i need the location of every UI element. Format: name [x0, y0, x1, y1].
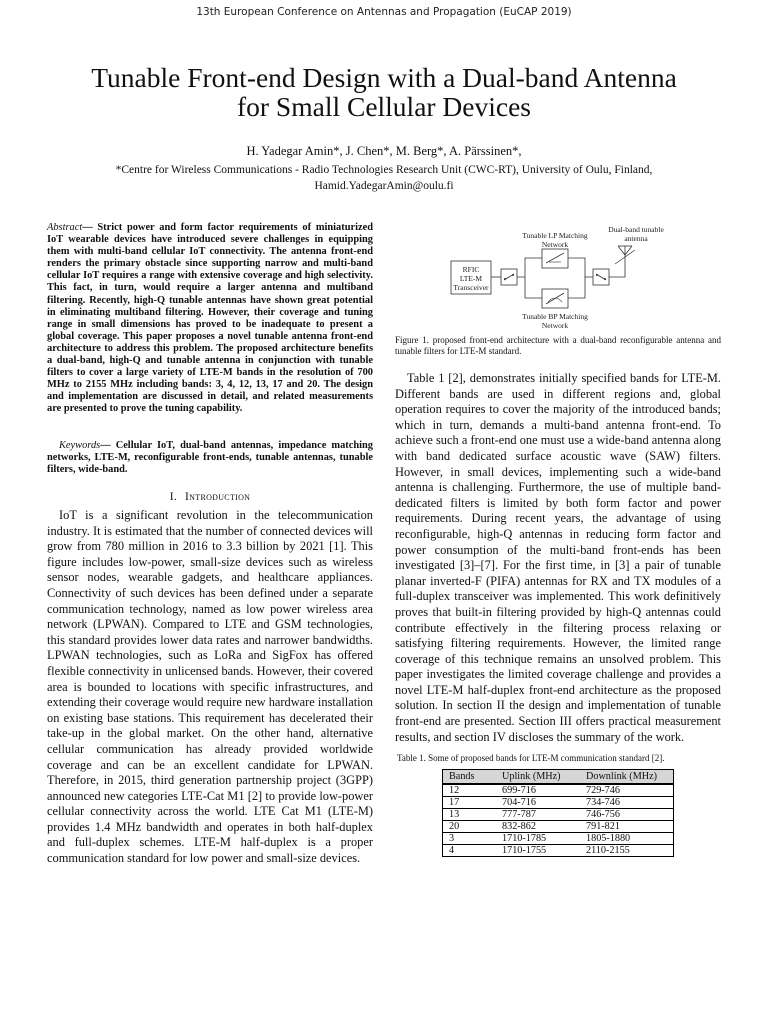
cell-downlink: 746-756	[580, 809, 674, 821]
cell-uplink: 1710-1785	[496, 833, 580, 845]
table-row	[443, 821, 674, 833]
lp-filter-box	[542, 249, 568, 268]
table-row	[443, 784, 674, 797]
cell-downlink: 734-746	[580, 797, 674, 809]
table-row	[443, 809, 674, 821]
label-lp-line1: Tunable LP Matching	[522, 231, 588, 240]
paper-title	[20, 63, 748, 121]
cell-uplink: 1710-1755	[496, 845, 580, 857]
cell-downlink: 791-821	[580, 821, 674, 833]
rfic-label-2: LTE-M	[459, 274, 483, 283]
cell-band: 20	[443, 821, 497, 833]
cell-band: 17	[443, 797, 497, 809]
label-lp-line2: Network	[541, 240, 569, 249]
keywords-text: — Cellular IoT, dual-band antennas, impedance matching networks, LTE-M, reconfigurable front-ends, tunable antennas, tunable filters, wide-band.	[47, 440, 373, 476]
label-bp-line1: Tunable BP Matching	[522, 312, 588, 321]
cell-band: 4	[443, 845, 497, 857]
cell-uplink: 699-716	[496, 784, 580, 797]
keywords-lead: Keywords	[59, 440, 101, 451]
figure-1-diagram	[425, 222, 715, 330]
conference-header: 13th European Conference on Antennas and Propagation (EuCAP 2019)	[196, 6, 572, 18]
author-list: H. Yadegar Amin*, J. Chen*, M. Berg*, A. Pärssinen*,	[246, 144, 522, 158]
cell-downlink: 2110-2155	[580, 845, 674, 857]
keywords	[47, 440, 373, 476]
rfic-label-3: Transceiver	[453, 283, 489, 292]
cell-uplink: 704-716	[496, 797, 580, 809]
title-line-2: for Small Cellular Devices	[236, 91, 531, 122]
right-column-paragraph: Table 1 [2], demonstrates initially specified bands for LTE-M. Different bands are used in different regions and, global operation requires to cover the majority of the introduced bands; which in turn, demands a multi-band antenna front-end. To achieve such a front-end one must use a wide-band antenna along with band dedicated surface acoustic wave (SAW) filters. However, in small devices, implementing such a wide-band antenna is challenging. Furthermore, the use of multiple band-dedicated filters is limited by both form factor and power requirements. During recent years, the advantage of using reconfigurable, high-Q antennas in reducing form factor and power consumption of the multi-band front-ends has been investigated [3]–[7]. For the first time, in [3] a pair of tunable planar inverted-F (PIFA) antennas for RX and TX modules of a full-duplex transceiver was implemented. This work definitively proves that built-in filtering provided by high-Q antennas could contribute effectively in the filtering process relaxing or satisfying filtering requirements. However, the limited range coverage of this technique remains an unsolved problem. This paper investigates the limited coverage challenge and provides a novel LTE-M half-duplex front-end architecture as the proposed solution. In section II the design and implementation of tunable front-end are presented. Section III offers practical measurement results, and section IV discloses the summary of the work.	[395, 371, 721, 744]
header-bands: Bands	[443, 770, 497, 785]
cell-uplink: 777-787	[496, 809, 580, 821]
cell-band: 12	[443, 784, 497, 797]
abstract	[47, 222, 373, 416]
label-antenna-line1: Dual-band tunable	[608, 225, 664, 234]
header-uplink: Uplink (MHz)	[496, 770, 580, 785]
table-header-row	[443, 770, 674, 785]
abstract-lead: Abstract	[47, 222, 83, 233]
introduction-paragraph: IoT is a significant revolution in the telecommunication industry. It is estimated that the number of connected devices will grow from 780 million in 2016 to 3.3 billion by 2021 [1]. This figure includes low-power, small-size devices such as wireless sensor nodes, wearable gadgets, and healthcare appliances. Connectivity of such devices has been defined under a separate communication technology, named as low power wireless area network (LPWAN). Compared to LTE and GSM technologies, this standard provides lower data rates and narrower bandwidths. LPWAN technologies, such as LoRa and SigFox has offered flexible connectivity in unlicensed bands. However, their covered area is bounded to locations with specific infrastructures, and extending their coverage would require new hardware installation on existing base stations. This requirement has decelerated their take-up in the global market. On the other hand, alternative cellular communication has already provided worldwide coverage and can be an excellent candidate for LPWAN. Therefore, in 2015, third generation partnership project (3GPP) announced new categories LTE-Cat M1 [2] to provide low-power cellular connectivity across the world. LTE Cat M1 (LTE-M) provides 1.4 MHz bandwidth and operates in both half-duplex and full-duplex schemes. LTE-M half-duplex is a proper communication standard for low power and small-size devices.	[47, 508, 373, 866]
affiliation: *Centre for Wireless Communications - Radio Technologies Research Unit (CWC-RT), University of Oulu, Finland,	[115, 164, 653, 176]
title-line-1: Tunable Front-end Design with a Dual-band Antenna	[91, 62, 677, 93]
table-1-caption: Table 1. Some of proposed bands for LTE-M communication standard [2].	[397, 753, 665, 763]
cell-uplink: 832-862	[496, 821, 580, 833]
rfic-label-1: RFIC	[462, 265, 480, 274]
table-row	[443, 833, 674, 845]
bands-table	[442, 769, 674, 857]
email: Hamid.YadegarAmin@oulu.fi	[314, 179, 454, 192]
section-number: I.	[169, 491, 178, 503]
label-bp-line2: Network	[541, 321, 569, 330]
label-antenna-line2: antenna	[624, 234, 648, 243]
cell-downlink: 729-746	[580, 784, 674, 797]
cell-band: 13	[443, 809, 497, 821]
affiliation-block	[30, 163, 738, 194]
cell-downlink: 1805-1880	[580, 833, 674, 845]
section-heading-introduction	[47, 491, 373, 503]
cell-band: 3	[443, 833, 497, 845]
table-row	[443, 797, 674, 809]
abstract-text: — Strict power and form factor requirements of miniaturized IoT wearable devices have introduced severe challenges in equipping them with multi-band cellular IoT connectivity. The antenna front-end renders the primary obstacle since supporting narrow and multi-band cellular IoT requires a range with extensive coverage and high selectivity. This fact, in turn, would require a larger antenna and multiband filtering. Recently, high-Q tunable antennas have shown great potential in eliminating multiband filtering. However, their coverage and tuning range in small dimensions has proved to be inadequate to present a global coverage. This paper proposes a novel tunable antenna front-end architecture to address this problem. The proposed architecture benefits a dual-band, high-Q and tunable antenna in conjunction with tunable filters to cover a large variety of LTE-M bands in the resolution of 700 MHz to 2155 MHz including bands: 3, 4, 12, 13, 17 and 20. The design and implementation are discussed in detail, and related measurements are presented to prove the tuning capability.	[47, 222, 373, 415]
header-downlink: Downlink (MHz)	[580, 770, 674, 785]
figure-1-caption: Figure 1. proposed front-end architecture with a dual-band reconfigurable antenna and tunable filters for LTE-M standard.	[395, 335, 721, 356]
table-row	[443, 845, 674, 857]
section-title: Introduction	[185, 491, 251, 503]
